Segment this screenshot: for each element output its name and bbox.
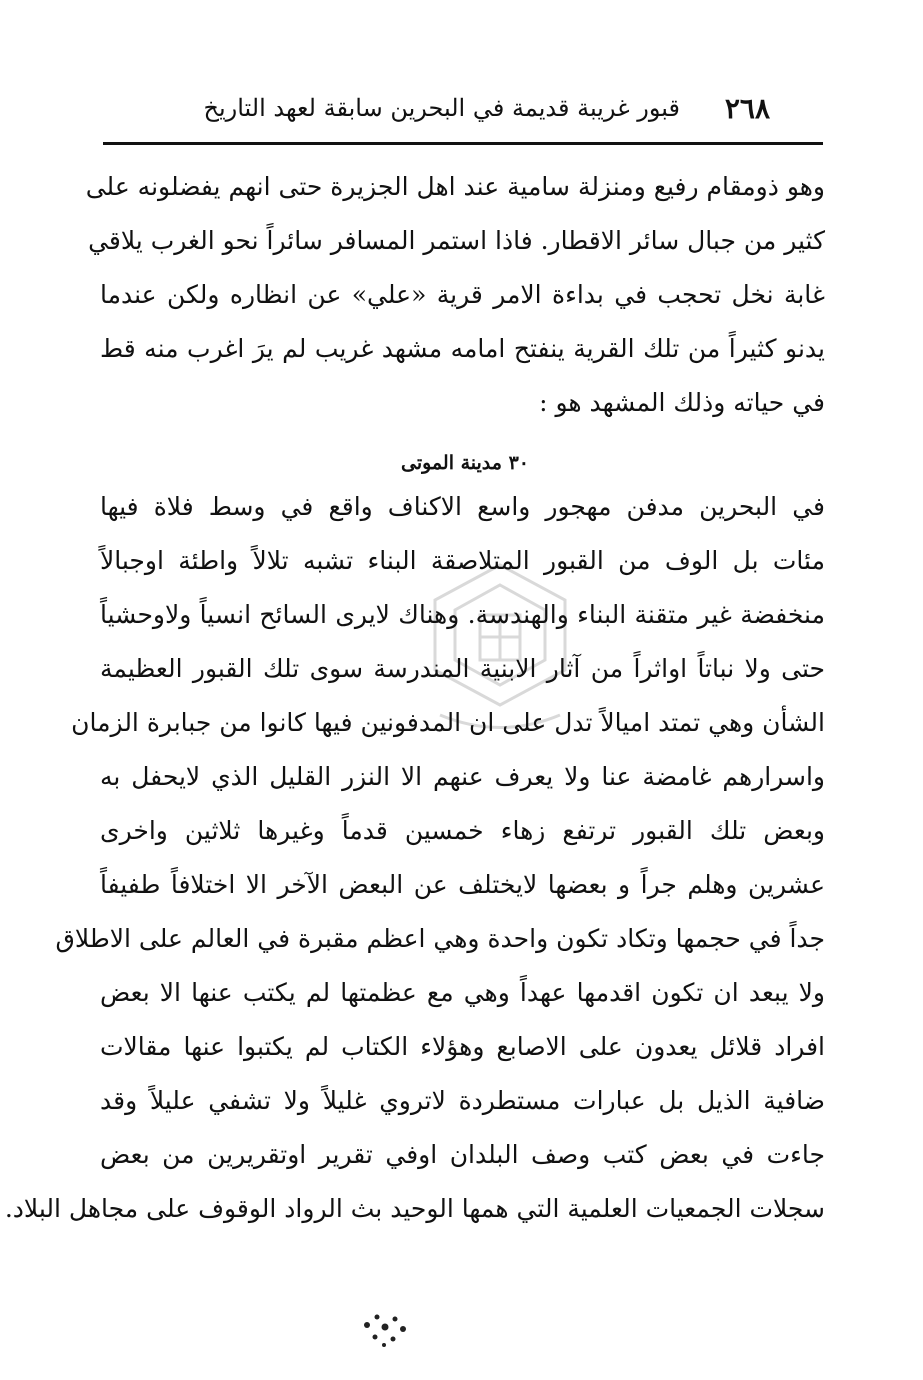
- text-line: افراد قلائل يعدون على الاصابع وهؤلاء الكتاب لم يكتبوا عنها مقالات: [100, 1032, 825, 1061]
- text-line: في البحرين مدفن مهجور واسع الاكناف واقع في وسط فلاة فيها: [100, 492, 825, 521]
- text-line: ضافية الذيل بل عبارات مستطردة لاتروي غليلاً ولا تشفي عليلاً وقد: [100, 1086, 825, 1115]
- text-line: حتى ولا نباتاً اواثراً من آثار الابنية المندرسة سوى تلك القبور العظيمة: [100, 654, 825, 683]
- page-header: [150, 92, 770, 142]
- text-line: في حياته وذلك المشهد هو :: [539, 388, 825, 417]
- text-line: يدنو كثيراً من تلك القرية ينفتح امامه مشهد غريب لم يرَ اغرب منه قط: [100, 334, 825, 363]
- text-line: جاءت في بعض كتب وصف البلدان اوفي تقرير اوتقريرين من بعض: [100, 1140, 825, 1169]
- text-line: سجلات الجمعيات العلمية التي همها الوحيد بث الرواد الوقوف على مجاهل البلاد.: [4, 1194, 825, 1223]
- text-line: جداً في حجمها وتكاد تكون واحدة وهي اعظم مقبرة في العالم على الاطلاق: [55, 924, 825, 953]
- page-number: ٢٦٨: [724, 92, 770, 125]
- text-line: منخفضة غير متقنة البناء والهندسة. وهناك لايرى السائح انسياً ولاوحشياً: [100, 600, 825, 629]
- running-title: قبور غريبة قديمة في البحرين سابقة لعهد التاريخ: [203, 94, 680, 122]
- text-line: واسرارهم غامضة عنا ولا يعرف عنهم الا النزر القليل الذي لايحفل به: [100, 762, 825, 791]
- text-line: غابة نخل تحجب في بداءة الامر قرية «علي» عن انظاره ولكن عندما: [100, 280, 825, 309]
- paragraph-1: [85, 160, 825, 430]
- text-line: ولا يبعد ان تكون اقدمها عهداً وهي مع عظمتها لم يكتب عنها الا بعض: [100, 978, 825, 1007]
- ornament-icon: [355, 1305, 415, 1355]
- text-line: وبعض تلك القبور ترتفع زهاء خمسين قدماً وغيرها ثلاثين واخرى: [100, 816, 825, 845]
- section-heading: ٣٠ مدينة الموتى: [400, 452, 529, 474]
- paragraph-2: [4, 480, 825, 1236]
- text-line: عشرين وهلم جراً و بعضها لايختلف عن البعض الآخر الا اختلافاً طفيفاً: [100, 870, 825, 899]
- header-rule: [103, 142, 823, 145]
- text-line: مئات بل الوف من القبور المتلاصقة البناء تشبه تلالاً واطئة اوجبالاً: [100, 546, 825, 575]
- text-line: الشأن وهي تمتد اميالاً تدل على ان المدفونين فيها كانوا من جبابرة الزمان: [71, 708, 825, 737]
- text-line: كثير من جبال سائر الاقطار. فاذا استمر المسافر سائراً نحو الغرب يلاقي: [88, 226, 825, 255]
- text-line: وهو ذومقام رفيع ومنزلة سامية عند اهل الجزيرة حتى انهم يفضلونه على: [85, 172, 825, 201]
